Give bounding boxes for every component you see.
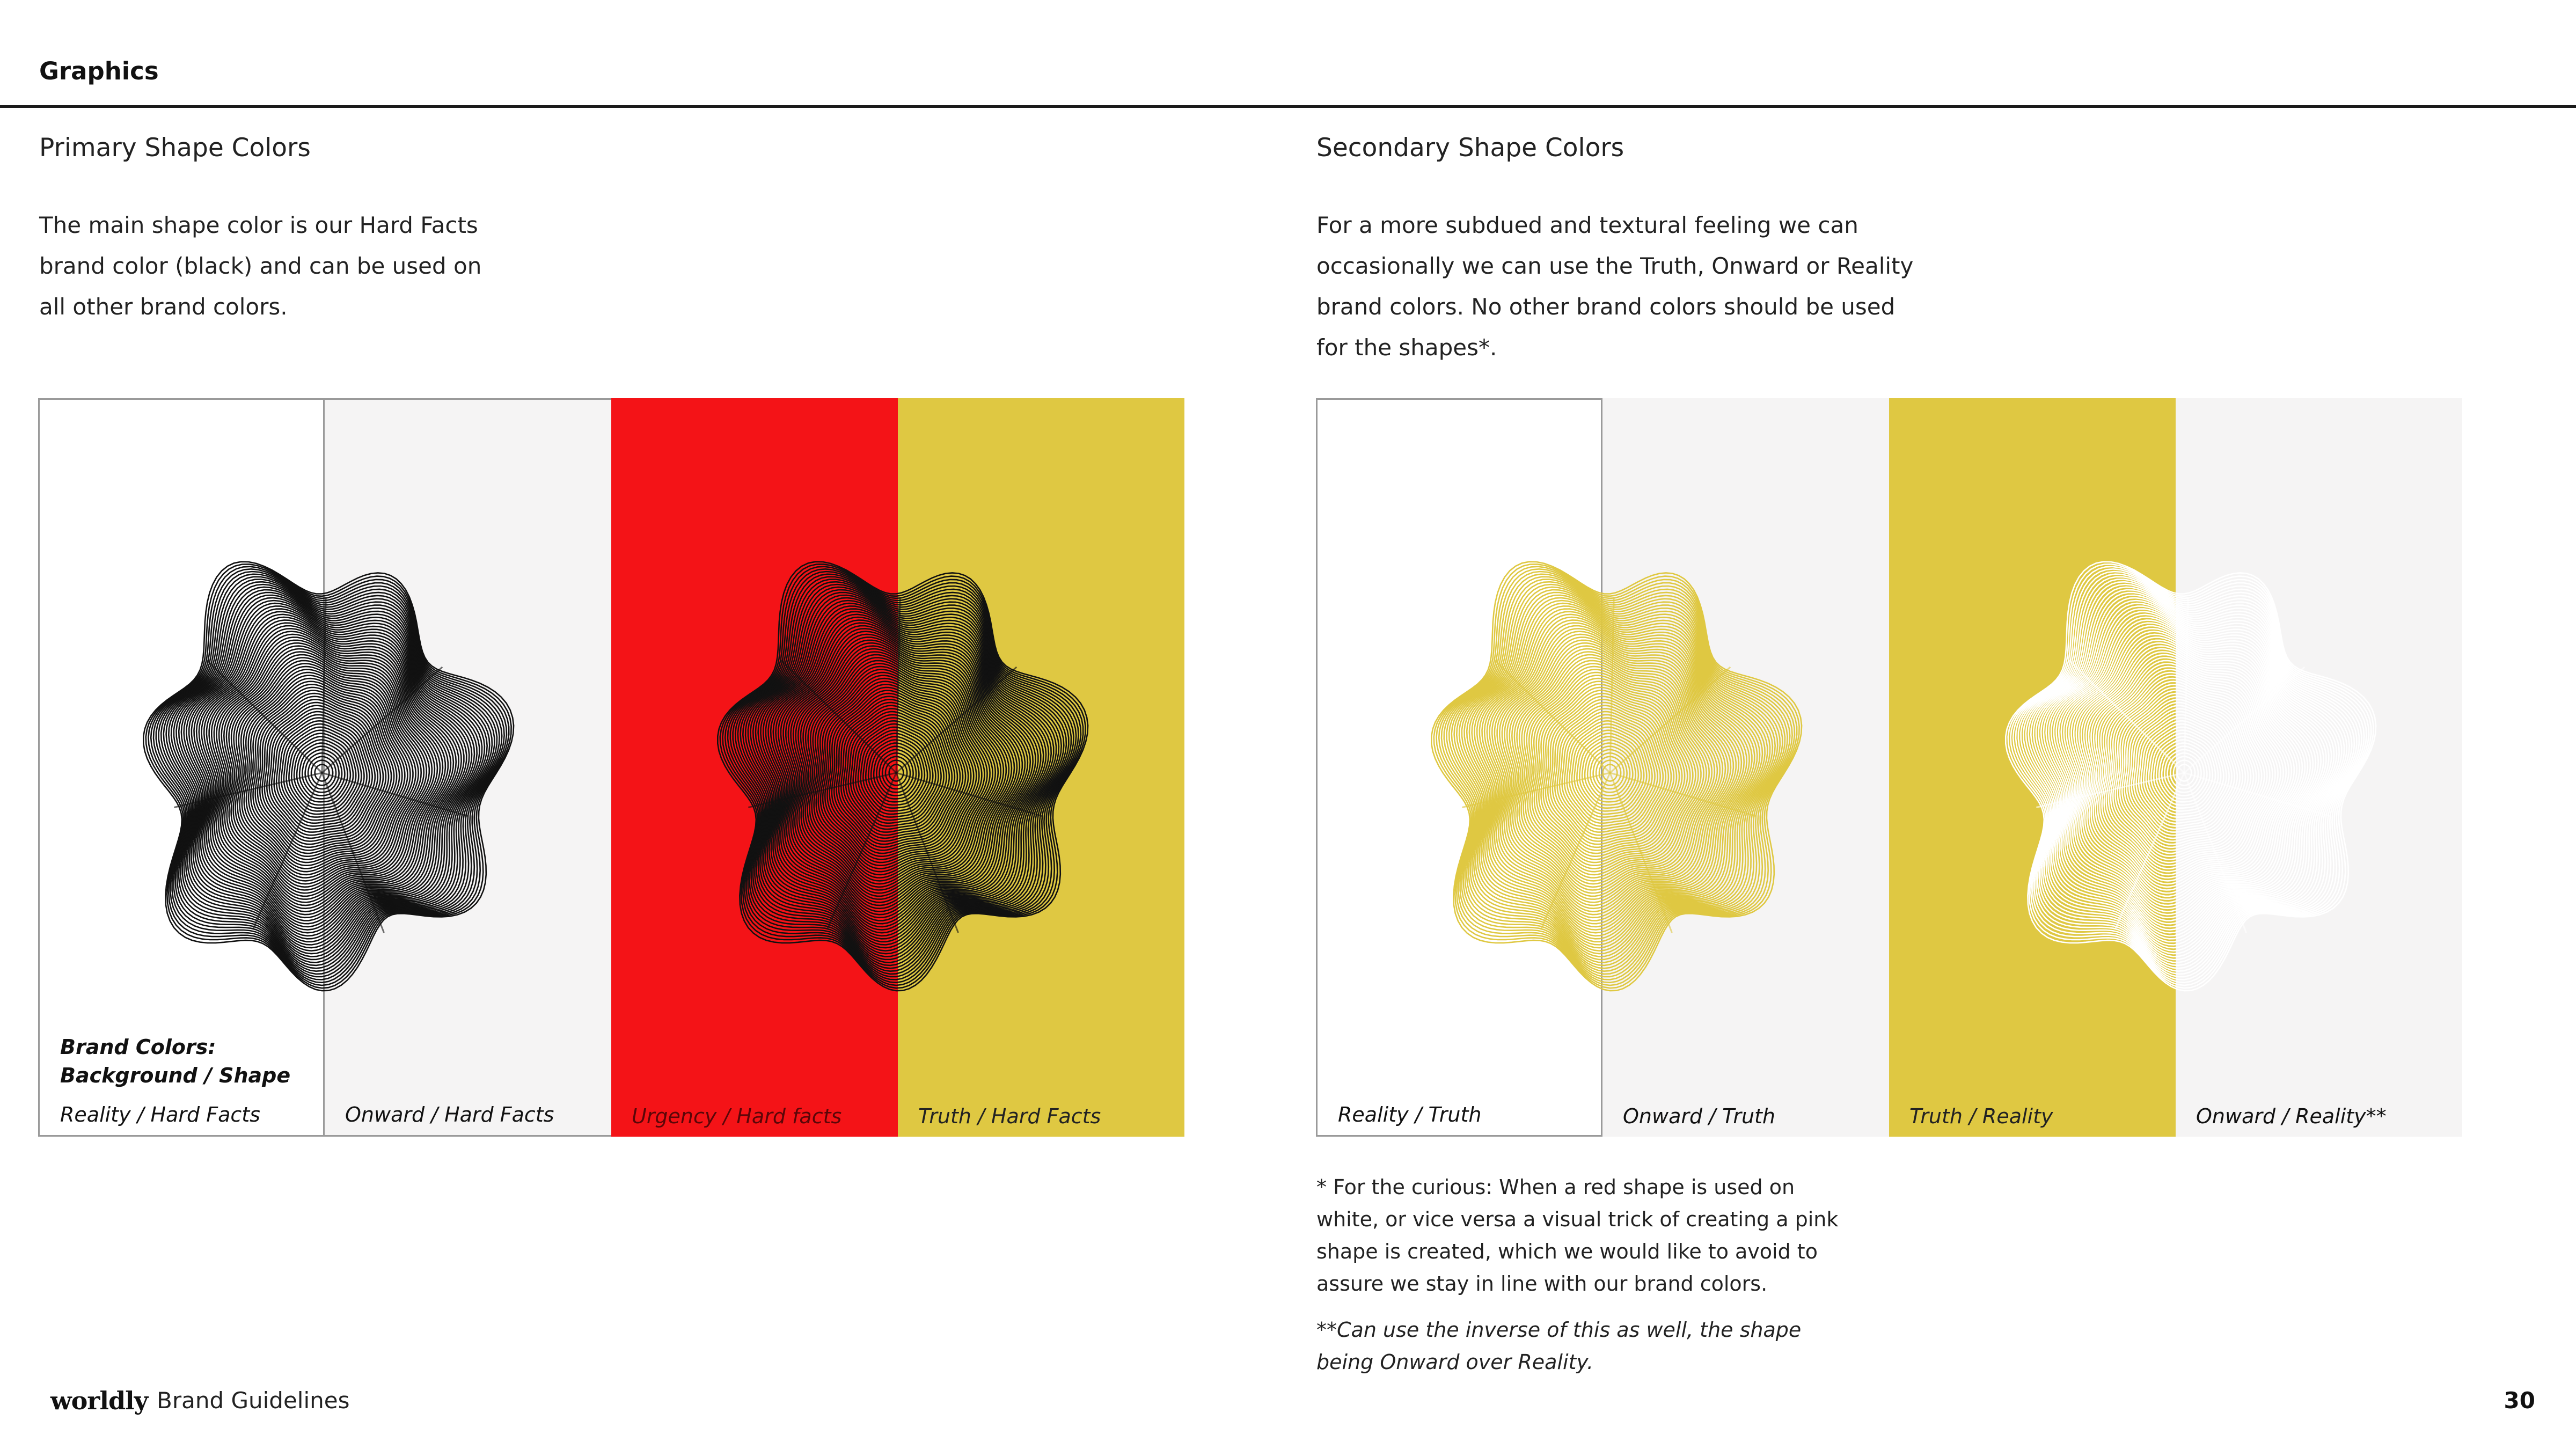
footnote-line: white, or vice versa a visual trick of creating a pink <box>1316 1208 1839 1231</box>
swatch-label: Onward / Reality** <box>2196 1104 2387 1128</box>
swatch-label: Reality / Hard Facts <box>60 1103 260 1126</box>
legend-line: Background / Shape <box>60 1064 291 1087</box>
primary-shape-black-on-white <box>70 526 553 1036</box>
primary-body-line: all other brand colors. <box>39 294 288 320</box>
primary-section-title: Primary Shape Colors <box>39 133 311 163</box>
worldly-logo: worldly <box>50 1386 148 1415</box>
footnote-line: being Onward over Reality. <box>1316 1350 1594 1374</box>
footnote-line: assure we stay in line with our brand colors. <box>1316 1272 1768 1296</box>
swatch-label: Truth / Reality <box>1909 1104 2053 1128</box>
primary-body-line: brand color (black) and can be used on <box>39 253 482 279</box>
primary-body-line: The main shape color is our Hard Facts <box>39 212 478 238</box>
primary-shape-black-on-red-truth <box>644 526 1127 1036</box>
page-title: Graphics <box>39 57 159 85</box>
secondary-section-title: Secondary Shape Colors <box>1316 133 1624 163</box>
footnote-line: * For the curious: When a red shape is used on <box>1316 1175 1795 1199</box>
footnote-line: shape is created, which we would like to avoid to <box>1316 1240 1818 1263</box>
footnote-inverse <box>1316 1314 1801 1378</box>
secondary-shape-truth <box>1358 526 1841 1036</box>
swatch-label: Truth / Hard Facts <box>918 1104 1101 1128</box>
legend-line: Brand Colors: <box>60 1035 216 1059</box>
footnote-curious <box>1316 1171 1838 1300</box>
primary-section-body <box>39 205 481 327</box>
secondary-body-line: for the shapes*. <box>1316 334 1497 361</box>
swatch-label: Reality / Truth <box>1338 1103 1482 1126</box>
footnote-line: **Can use the inverse of this as well, the shape <box>1316 1318 1802 1342</box>
swatch-label: Onward / Hard Facts <box>345 1103 554 1126</box>
swatch-legend <box>60 1033 290 1090</box>
swatch-label: Onward / Truth <box>1623 1104 1776 1128</box>
swatch-label: Urgency / Hard facts <box>632 1104 842 1128</box>
footer-brand-guidelines: Brand Guidelines <box>157 1387 350 1414</box>
secondary-shape-reality <box>1932 526 2415 1036</box>
secondary-body-line: brand colors. No other brand colors should be used <box>1316 294 1896 320</box>
secondary-body-line: For a more subdued and textural feeling we can <box>1316 212 1858 238</box>
secondary-section-body <box>1316 205 1913 368</box>
secondary-body-line: occasionally we can use the Truth, Onward or Reality <box>1316 253 1914 279</box>
page-number: 30 <box>2504 1387 2535 1414</box>
header-divider <box>0 105 2576 108</box>
